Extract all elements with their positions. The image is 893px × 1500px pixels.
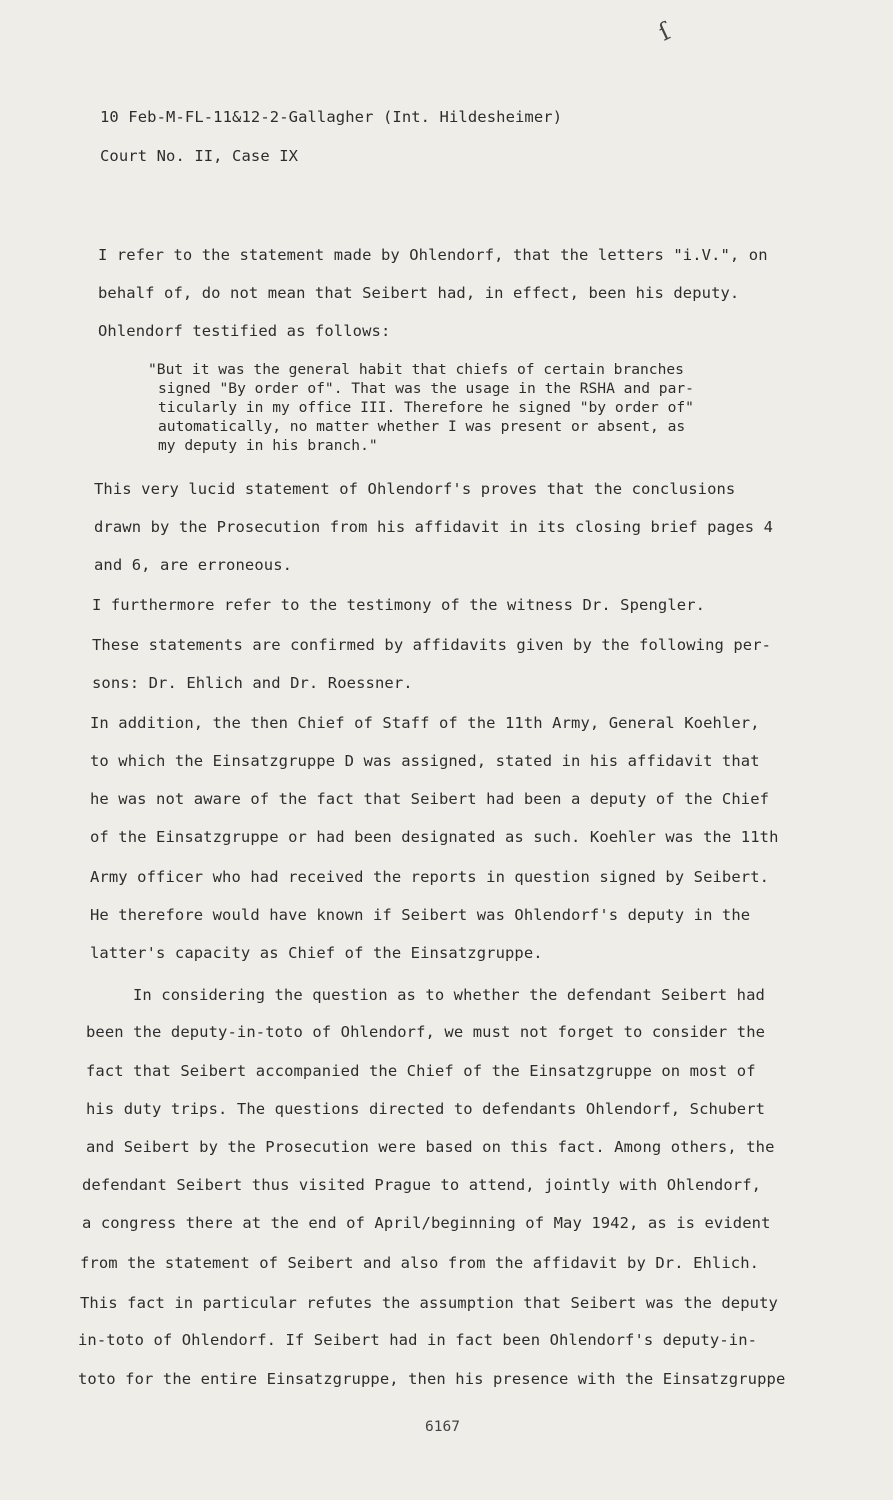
paragraph5-line: toto for the entire Einsatzgruppe, then his presence with the Einsatzgruppe: [78, 1370, 786, 1388]
paragraph5-line: defendant Seibert thus visited Prague to attend, jointly with Ohlendorf,: [82, 1176, 762, 1194]
paragraph1-line: I refer to the statement made by Ohlendorf, that the letters "i.V.", on: [98, 246, 768, 264]
paragraph5-line: from the statement of Seibert and also from the affidavit by Dr. Ehlich.: [80, 1254, 760, 1272]
quote-line: my deputy in his branch.": [158, 437, 378, 454]
quote-line: "But it was the general habit that chiefs of certain branches: [148, 361, 684, 378]
paragraph5-line: his duty trips. The questions directed to defendants Ohlendorf, Schubert: [86, 1100, 766, 1118]
quote-line: ticularly in my office III. Therefore he signed "by order of": [158, 399, 694, 416]
handwritten-mark-icon: ſ: [654, 17, 675, 47]
paragraph3-line: sons: Dr. Ehlich and Dr. Roessner.: [92, 674, 413, 692]
paragraph2-line: and 6, are erroneous.: [94, 556, 293, 574]
paragraph2-line: This very lucid statement of Ohlendorf's proves that the conclusions: [94, 480, 736, 498]
paragraph5-line: and Seibert by the Prosecution were based on this fact. Among others, the: [86, 1138, 775, 1156]
paragraph5-line: been the deputy-in-toto of Ohlendorf, we must not forget to consider the: [86, 1023, 766, 1041]
paragraph5-line: fact that Seibert accompanied the Chief of the Einsatzgruppe on most of: [86, 1062, 756, 1080]
paragraph5-line: This fact in particular refutes the assumption that Seibert was the deputy: [80, 1294, 778, 1312]
paragraph5-line: In considering the question as to whether the defendant Seibert had: [133, 986, 765, 1004]
paragraph3-line: These statements are confirmed by affidavits given by the following per-: [92, 636, 772, 654]
paragraph4-line: to which the Einsatzgruppe D was assigned, stated in his affidavit that: [90, 752, 760, 770]
page-number: 6167: [425, 1419, 460, 1435]
header-court: Court No. II, Case IX: [100, 147, 299, 165]
paragraph4-line: of the Einsatzgruppe or had been designated as such. Koehler was the 11th: [90, 828, 779, 846]
paragraph5-line: in-toto of Ohlendorf. If Seibert had in fact been Ohlendorf's deputy-in-: [78, 1331, 758, 1349]
paragraph4-line: Army officer who had received the reports in question signed by Seibert.: [90, 868, 770, 886]
paragraph1-line: behalf of, do not mean that Seibert had, in effect, been his deputy.: [98, 284, 740, 302]
quote-line: automatically, no matter whether I was present or absent, as: [158, 418, 686, 435]
paragraph1-line: Ohlendorf testified as follows:: [98, 322, 391, 340]
paragraph4-line: latter's capacity as Chief of the Einsatzgruppe.: [90, 944, 543, 962]
quote-line: signed "By order of". That was the usage in the RSHA and par-: [158, 380, 694, 397]
block-quote: [148, 360, 694, 455]
paragraph4-line: In addition, the then Chief of Staff of the 11th Army, General Koehler,: [90, 714, 760, 732]
paragraph5-line: a congress there at the end of April/beginning of May 1942, as is evident: [82, 1214, 771, 1232]
paragraph4-line: he was not aware of the fact that Seibert had been a deputy of the Chief: [90, 790, 770, 808]
paragraph3-line: I furthermore refer to the testimony of the witness Dr. Spengler.: [92, 596, 706, 614]
header-reference: 10 Feb-M-FL-11&12-2-Gallagher (Int. Hildesheimer): [100, 108, 563, 126]
paragraph2-line: drawn by the Prosecution from his affidavit in its closing brief pages 4: [94, 518, 774, 536]
paragraph4-line: He therefore would have known if Seibert was Ohlendorf's deputy in the: [90, 906, 751, 924]
